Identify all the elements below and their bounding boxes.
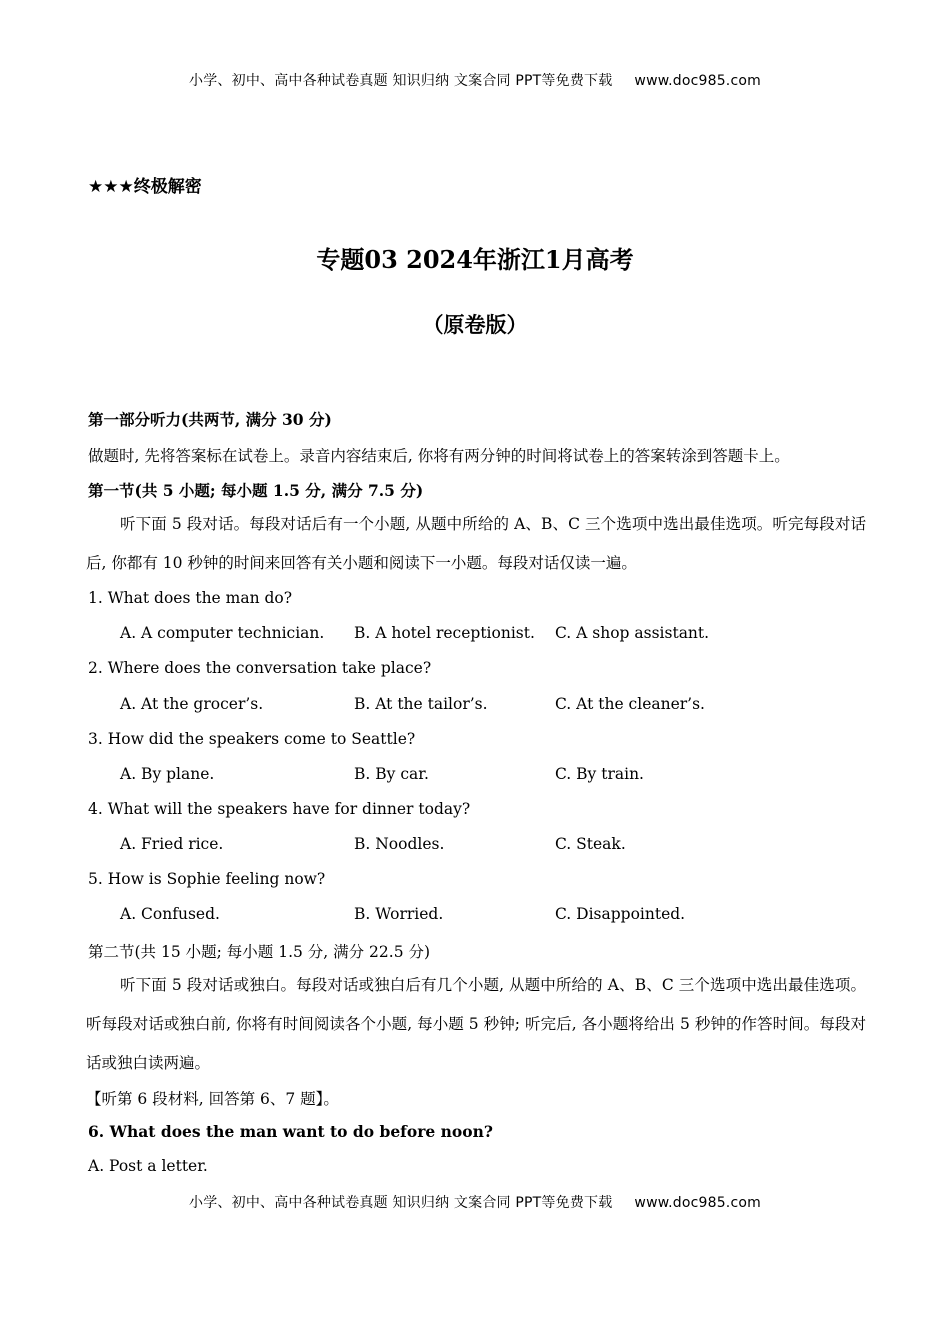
q5-option-a: A. Confused. [120, 905, 220, 923]
footer-url[interactable]: www.doc985.com [634, 1195, 761, 1211]
header-url[interactable]: www.doc985.com [634, 73, 761, 89]
q3-option-c: C. By train. [555, 765, 644, 783]
q2-option-b: B. At the tailor’s. [354, 695, 488, 713]
question-6: 6. What does the man want to do before noon? [88, 1122, 493, 1141]
question-1: 1. What does the man do? [88, 589, 293, 607]
section1-directions: 听下面 5 段对话。每段对话后有一个小题, 从题中所给的 A、B、C 三个选项中选出最佳选项。听完每段对话后, 你都有 10 秒钟的时间来回答有关小题和阅读下一小题。每段对话仅读一遍。 [86, 515, 866, 572]
q1-option-c: C. A shop assistant. [555, 624, 710, 642]
question-4: 4. What will the speakers have for dinner today? [88, 800, 471, 818]
section1-heading: 第一节(共 5 小题; 每小题 1.5 分, 满分 7.5 分) [88, 481, 424, 500]
footer-text: 小学、初中、高中各种试卷真题 知识归纳 文案合同 PPT等免费下载 [189, 1195, 613, 1211]
q6-option-a: A. Post a letter. [88, 1157, 208, 1175]
q3-option-b: B. By car. [354, 765, 429, 783]
part1-instruction: 做题时, 先将答案标在试卷上。录音内容结束后, 你将有两分钟的时间将试卷上的答案转涂到答题卡上。 [88, 447, 790, 465]
question-2: 2. Where does the conversation take place? [88, 659, 432, 677]
q3-option-a: A. By plane. [120, 765, 215, 783]
page-title: 专题03 2024年浙江1月高考 [316, 245, 634, 274]
q2-option-a: A. At the grocer’s. [120, 695, 264, 713]
q4-option-b: B. Noodles. [354, 835, 445, 853]
tag-label: ★★★终极解密 [88, 177, 202, 197]
question-5: 5. How is Sophie feeling now? [88, 870, 326, 888]
q4-option-a: A. Fried rice. [120, 835, 224, 853]
q5-option-b: B. Worried. [354, 905, 444, 923]
q5-option-c: C. Disappointed. [555, 905, 686, 923]
page-subtitle: （原卷版） [422, 312, 528, 337]
part1-heading: 第一部分听力(共两节, 满分 30 分) [88, 410, 332, 429]
section2-heading: 第二节(共 15 小题; 每小题 1.5 分, 满分 22.5 分) [88, 943, 431, 961]
header-text: 小学、初中、高中各种试卷真题 知识归纳 文案合同 PPT等免费下载 [189, 73, 613, 89]
q1-option-a: A. A computer technician. [120, 624, 325, 642]
q1-option-b: B. A hotel receptionist. [354, 624, 535, 642]
material-note: 【听第 6 段材料, 回答第 6、7 题】。 [86, 1090, 339, 1108]
section2-directions: 听下面 5 段对话或独白。每段对话或独白后有几个小题, 从题中所给的 A、B、C 三个选项中选出最佳选项。听每段对话或独白前, 你将有时间阅读各个小题, 每小题 5 秒钟; 听完后, 各小题将给出 5 秒钟的作答时间。每段对话或独白读两遍。 [86, 976, 866, 1072]
q2-option-c: C. At the cleaner’s. [555, 695, 705, 713]
page-footer [0, 1192, 950, 1212]
q4-option-c: C. Steak. [555, 835, 626, 853]
page-header [0, 70, 950, 90]
question-3: 3. How did the speakers come to Seattle? [88, 730, 416, 748]
